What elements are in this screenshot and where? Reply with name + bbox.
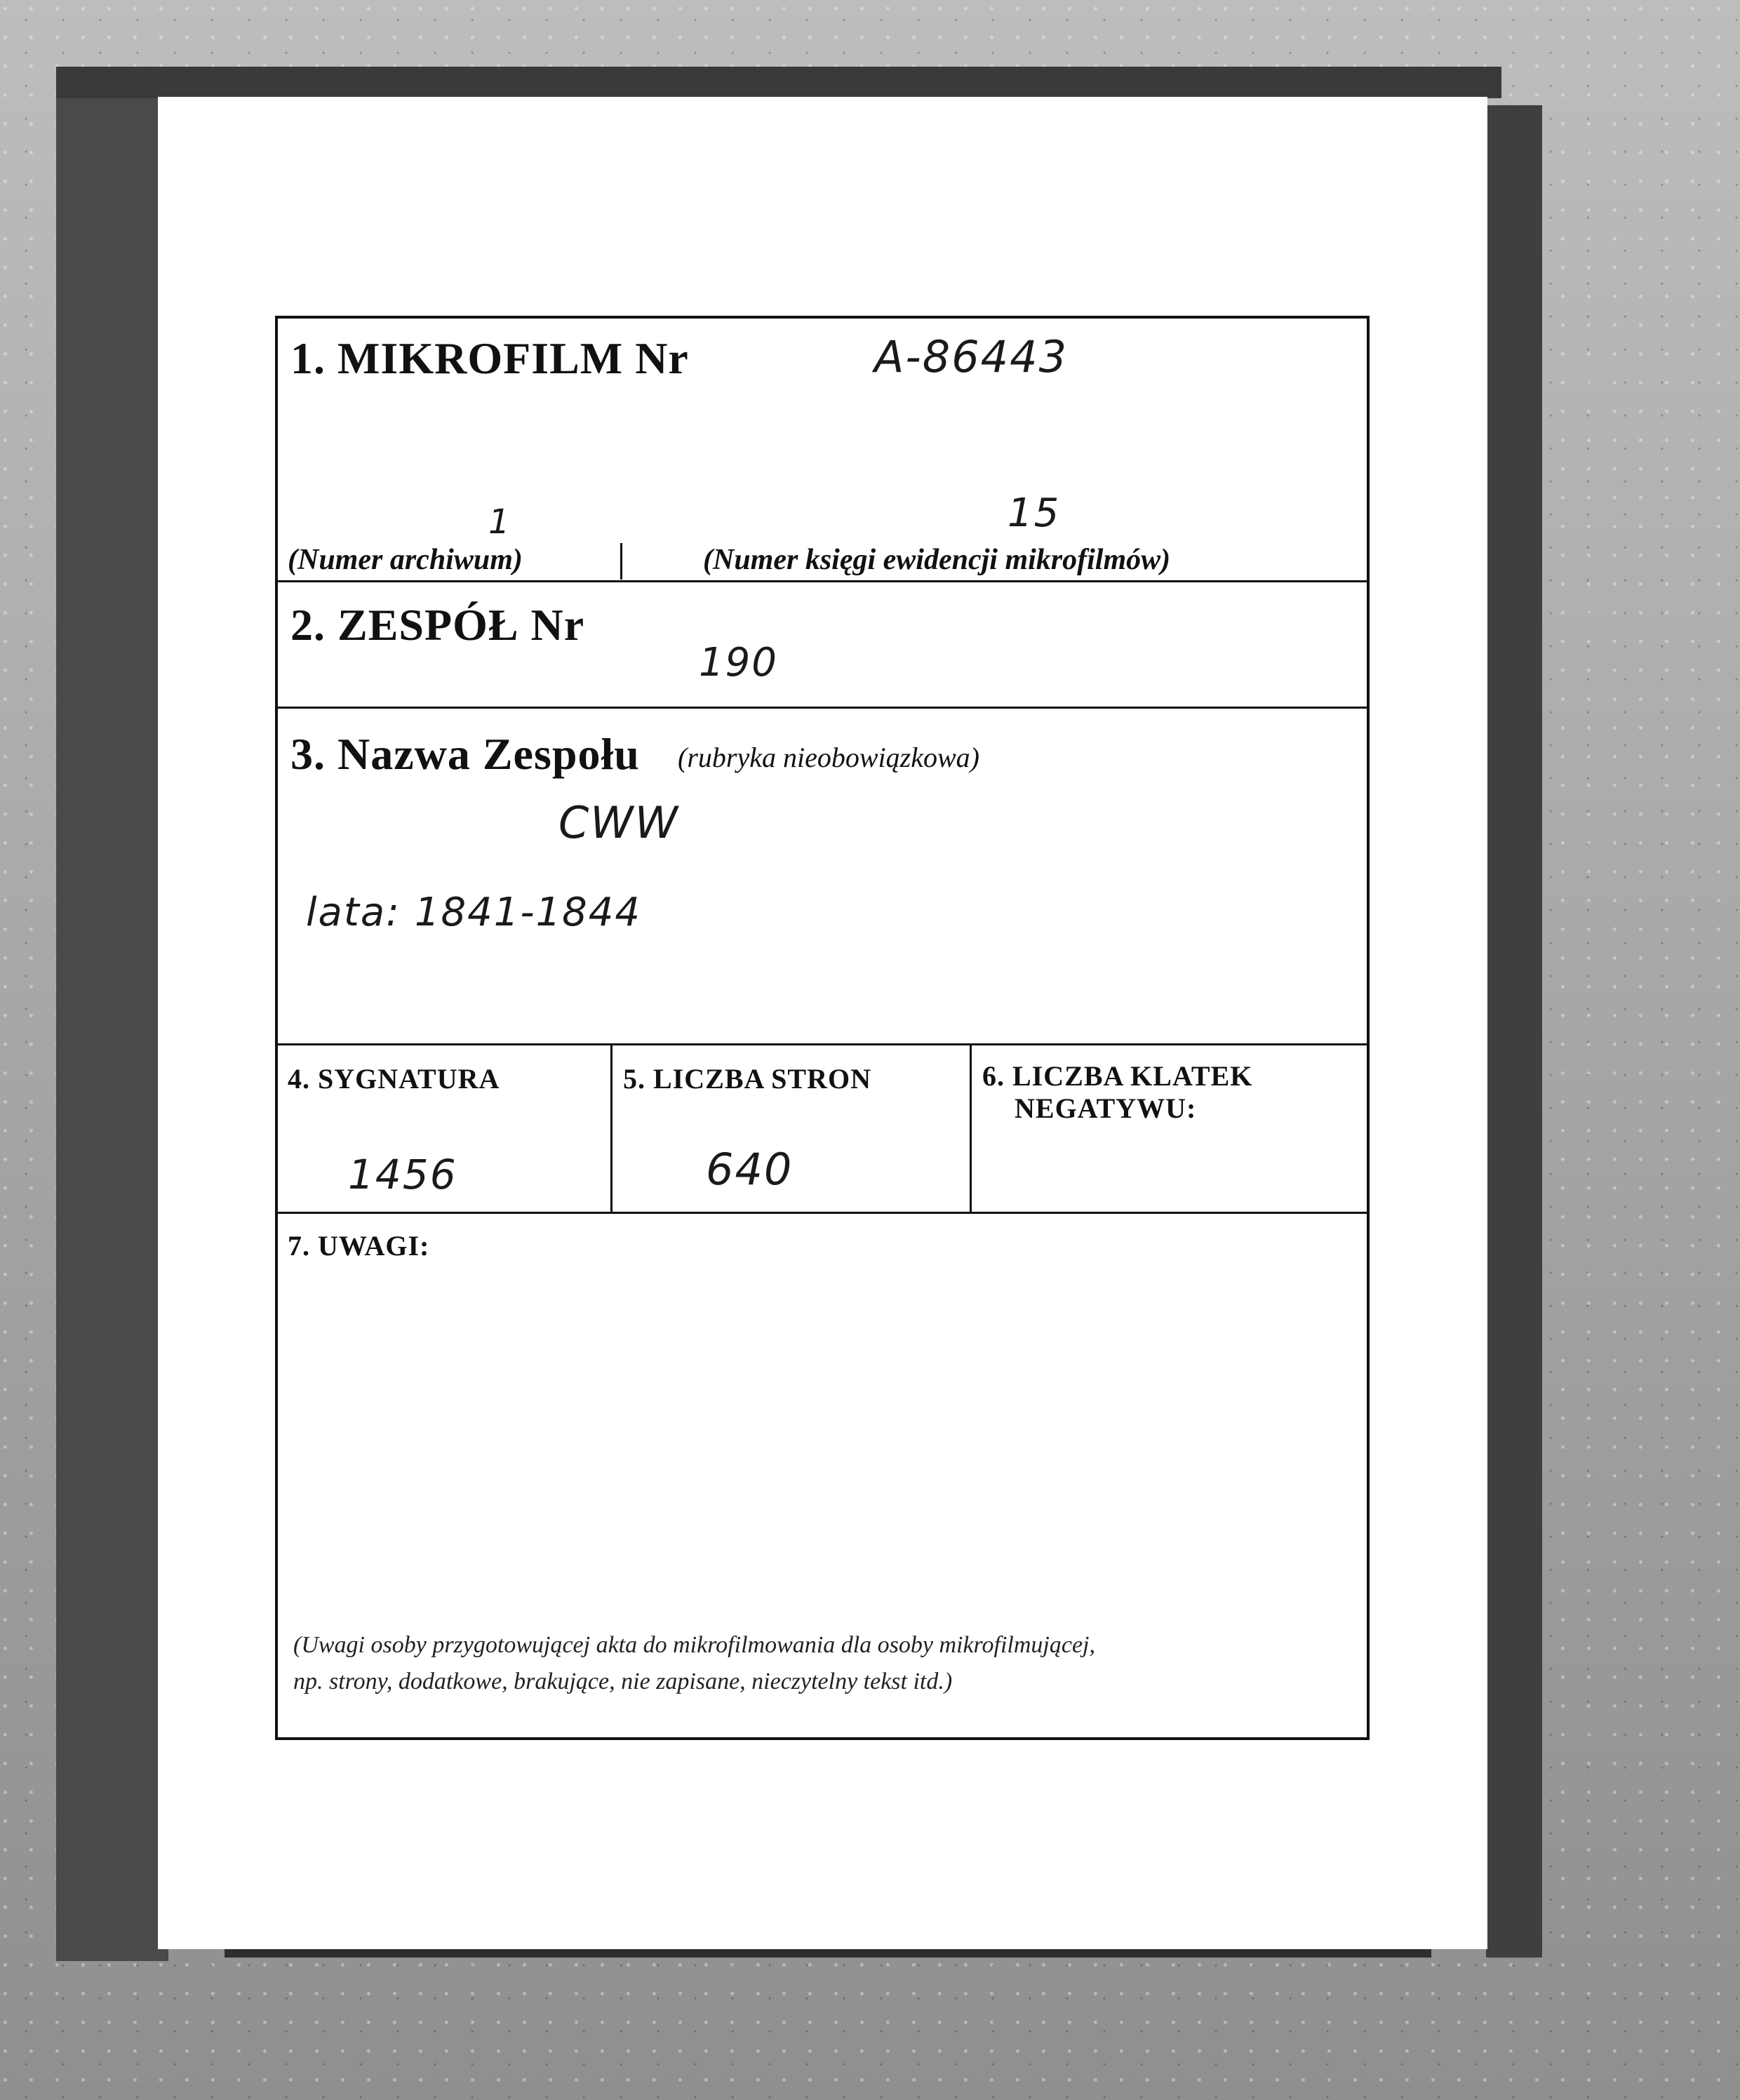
microfilm-number-label: 1. MIKROFILM Nr: [290, 333, 689, 383]
signature-label: 4. SYGNATURA: [288, 1063, 500, 1095]
ledger-number-label: (Numer księgi ewidencji mikrofilmów): [703, 544, 1171, 576]
signature-value: 1456: [348, 1151, 457, 1198]
frame-count-label-line2: NEGATYWU:: [1015, 1092, 1197, 1124]
archive-number-label: (Numer archiwum): [288, 544, 523, 576]
frame-count-label: 6. LICZBA KLATEK: [982, 1060, 1253, 1092]
fonds-number-value: 190: [699, 640, 778, 685]
field-remarks: [278, 1214, 1367, 1737]
remarks-footnote-line1: (Uwagi osoby przygotowującej akta do mikrofilmowania dla osoby mikrofilmującej,: [293, 1632, 1095, 1658]
microfilm-number-value: A-86443: [874, 331, 1069, 382]
page-count-value: 640: [706, 1144, 794, 1195]
scan-shadow-left: [56, 67, 168, 1961]
remarks-label: 7. UWAGI:: [288, 1230, 430, 1262]
page-count-label: 5. LICZBA STRON: [623, 1063, 871, 1095]
field-microfilm-number: [278, 319, 1367, 582]
fonds-years-value: lata: 1841-1844: [306, 890, 642, 935]
scan-shadow-top: [56, 67, 1501, 98]
fonds-number-label: 2. ZESPÓŁ Nr: [290, 600, 585, 650]
ledger-number-value: 15: [1008, 490, 1061, 536]
field-fonds-number: [278, 582, 1367, 709]
fonds-name-label: 3. Nazwa Zespołu: [290, 729, 640, 779]
scan-shadow-right: [1486, 105, 1542, 1958]
archive-ledger-divider: [620, 543, 622, 580]
column-divider-2: [970, 1045, 972, 1212]
column-divider-1: [610, 1045, 613, 1212]
field-signature-pages-frames: [278, 1045, 1367, 1214]
fonds-name-note: (rubryka nieobowiązkowa): [678, 742, 979, 773]
scan-bottom-rule: [225, 1949, 1431, 1958]
archive-number-value: 1: [488, 502, 511, 542]
fonds-name-value: CWW: [558, 797, 679, 848]
field-fonds-name: [278, 709, 1367, 1045]
remarks-footnote-line2: np. strony, dodatkowe, brakujące, nie zapisane, nieczytelny tekst itd.): [293, 1668, 953, 1694]
microfilm-form: [275, 316, 1370, 1740]
